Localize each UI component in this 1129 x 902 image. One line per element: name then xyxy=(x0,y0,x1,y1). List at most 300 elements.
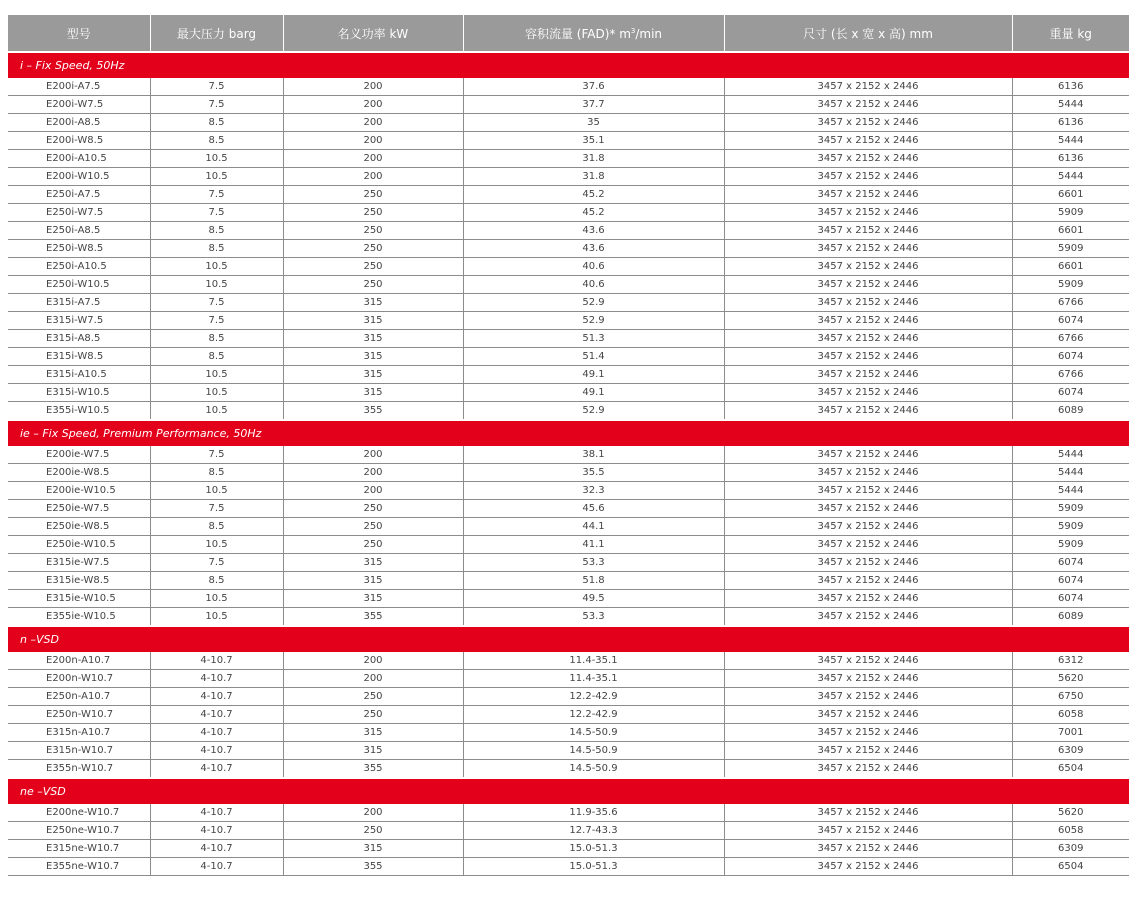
pressure-cell: 4-10.7 xyxy=(150,724,283,742)
power-cell: 315 xyxy=(283,366,463,384)
flow-cell: 43.6 xyxy=(463,240,724,258)
pressure-cell: 4-10.7 xyxy=(150,652,283,670)
weight-cell: 6601 xyxy=(1012,258,1129,276)
flow-cell: 15.0-51.3 xyxy=(463,858,724,876)
model-cell: E315ne-W10.7 xyxy=(8,840,150,858)
pressure-cell: 10.5 xyxy=(150,482,283,500)
weight-cell: 6058 xyxy=(1012,822,1129,840)
flow-cell: 38.1 xyxy=(463,446,724,464)
model-cell: E315i-A10.5 xyxy=(8,366,150,384)
pressure-cell: 10.5 xyxy=(150,608,283,627)
pressure-cell: 4-10.7 xyxy=(150,688,283,706)
model-cell: E200i-A8.5 xyxy=(8,114,150,132)
flow-cell: 43.6 xyxy=(463,222,724,240)
model-cell: E355n-W10.7 xyxy=(8,760,150,779)
model-cell: E355ie-W10.5 xyxy=(8,608,150,627)
pressure-cell: 8.5 xyxy=(150,114,283,132)
weight-cell: 5444 xyxy=(1012,446,1129,464)
dimensions-cell: 3457 x 2152 x 2446 xyxy=(724,348,1012,366)
dimensions-cell: 3457 x 2152 x 2446 xyxy=(724,446,1012,464)
dimensions-cell: 3457 x 2152 x 2446 xyxy=(724,258,1012,276)
dimensions-cell: 3457 x 2152 x 2446 xyxy=(724,554,1012,572)
weight-cell: 6136 xyxy=(1012,78,1129,96)
dimensions-cell: 3457 x 2152 x 2446 xyxy=(724,366,1012,384)
dimensions-cell: 3457 x 2152 x 2446 xyxy=(724,742,1012,760)
flow-cell: 11.9-35.6 xyxy=(463,804,724,822)
flow-cell: 35 xyxy=(463,114,724,132)
power-cell: 315 xyxy=(283,312,463,330)
dimensions-cell: 3457 x 2152 x 2446 xyxy=(724,572,1012,590)
dimensions-cell: 3457 x 2152 x 2446 xyxy=(724,114,1012,132)
pressure-cell: 4-10.7 xyxy=(150,840,283,858)
table-row xyxy=(8,366,1129,384)
power-cell: 250 xyxy=(283,240,463,258)
power-cell: 200 xyxy=(283,670,463,688)
weight-cell: 5909 xyxy=(1012,518,1129,536)
pressure-cell: 4-10.7 xyxy=(150,822,283,840)
weight-cell: 6074 xyxy=(1012,572,1129,590)
section-title: ne –VSD xyxy=(8,778,1129,804)
power-cell: 355 xyxy=(283,760,463,779)
weight-cell: 6074 xyxy=(1012,348,1129,366)
weight-cell: 6766 xyxy=(1012,294,1129,312)
section-header-row xyxy=(8,626,1129,652)
power-cell: 250 xyxy=(283,186,463,204)
power-cell: 315 xyxy=(283,724,463,742)
weight-cell: 6766 xyxy=(1012,330,1129,348)
power-cell: 200 xyxy=(283,150,463,168)
table-row xyxy=(8,330,1129,348)
table-row xyxy=(8,724,1129,742)
table-row xyxy=(8,670,1129,688)
power-cell: 250 xyxy=(283,822,463,840)
power-cell: 250 xyxy=(283,536,463,554)
dimensions-cell: 3457 x 2152 x 2446 xyxy=(724,724,1012,742)
flow-cell: 37.6 xyxy=(463,78,724,96)
power-cell: 250 xyxy=(283,258,463,276)
table-header xyxy=(8,15,1129,52)
flow-cell: 41.1 xyxy=(463,536,724,554)
pressure-cell: 7.5 xyxy=(150,446,283,464)
pressure-cell: 8.5 xyxy=(150,348,283,366)
flow-cell: 14.5-50.9 xyxy=(463,742,724,760)
pressure-cell: 8.5 xyxy=(150,132,283,150)
weight-cell: 6504 xyxy=(1012,858,1129,876)
dimensions-cell: 3457 x 2152 x 2446 xyxy=(724,294,1012,312)
power-cell: 200 xyxy=(283,804,463,822)
dimensions-cell: 3457 x 2152 x 2446 xyxy=(724,652,1012,670)
pressure-cell: 10.5 xyxy=(150,366,283,384)
flow-cell: 53.3 xyxy=(463,554,724,572)
section-title: ie – Fix Speed, Premium Performance, 50Hz xyxy=(8,420,1129,446)
table-row xyxy=(8,840,1129,858)
power-cell: 315 xyxy=(283,572,463,590)
header-weight: 重量 kg xyxy=(1012,15,1129,52)
header-flow xyxy=(463,15,724,52)
model-cell: E250ne-W10.7 xyxy=(8,822,150,840)
weight-cell: 6074 xyxy=(1012,554,1129,572)
power-cell: 200 xyxy=(283,132,463,150)
table-row xyxy=(8,858,1129,876)
pressure-cell: 4-10.7 xyxy=(150,858,283,876)
dimensions-cell: 3457 x 2152 x 2446 xyxy=(724,132,1012,150)
table-row xyxy=(8,168,1129,186)
model-cell: E250i-W10.5 xyxy=(8,276,150,294)
dimensions-cell: 3457 x 2152 x 2446 xyxy=(724,402,1012,421)
flow-cell: 51.8 xyxy=(463,572,724,590)
flow-cell: 52.9 xyxy=(463,402,724,421)
table-row xyxy=(8,402,1129,421)
dimensions-cell: 3457 x 2152 x 2446 xyxy=(724,590,1012,608)
pressure-cell: 4-10.7 xyxy=(150,706,283,724)
table-row xyxy=(8,312,1129,330)
model-cell: E250i-A10.5 xyxy=(8,258,150,276)
flow-cell: 51.4 xyxy=(463,348,724,366)
pressure-cell: 10.5 xyxy=(150,276,283,294)
weight-cell: 6750 xyxy=(1012,688,1129,706)
flow-cell: 12.2-42.9 xyxy=(463,688,724,706)
model-cell: E200ie-W7.5 xyxy=(8,446,150,464)
flow-cell: 53.3 xyxy=(463,608,724,627)
table-row xyxy=(8,760,1129,779)
table-row xyxy=(8,518,1129,536)
dimensions-cell: 3457 x 2152 x 2446 xyxy=(724,222,1012,240)
pressure-cell: 7.5 xyxy=(150,500,283,518)
model-cell: E315i-W10.5 xyxy=(8,384,150,402)
power-cell: 250 xyxy=(283,706,463,724)
power-cell: 315 xyxy=(283,590,463,608)
pressure-cell: 10.5 xyxy=(150,384,283,402)
flow-cell: 44.1 xyxy=(463,518,724,536)
pressure-cell: 7.5 xyxy=(150,186,283,204)
weight-cell: 5444 xyxy=(1012,132,1129,150)
model-cell: E250ie-W8.5 xyxy=(8,518,150,536)
section-title: n –VSD xyxy=(8,626,1129,652)
table-row xyxy=(8,114,1129,132)
power-cell: 250 xyxy=(283,222,463,240)
dimensions-cell: 3457 x 2152 x 2446 xyxy=(724,240,1012,258)
header-flow-tail: /min xyxy=(635,26,663,41)
table-row xyxy=(8,482,1129,500)
header-flow-text: 容积流量 (FAD)* m xyxy=(524,26,631,41)
pressure-cell: 8.5 xyxy=(150,330,283,348)
section-header-row xyxy=(8,52,1129,78)
model-cell: E200ie-W8.5 xyxy=(8,464,150,482)
weight-cell: 5909 xyxy=(1012,276,1129,294)
section-header-row xyxy=(8,420,1129,446)
power-cell: 315 xyxy=(283,554,463,572)
section-title: i – Fix Speed, 50Hz xyxy=(8,52,1129,78)
power-cell: 250 xyxy=(283,688,463,706)
flow-cell: 51.3 xyxy=(463,330,724,348)
power-cell: 355 xyxy=(283,858,463,876)
table-row xyxy=(8,652,1129,670)
weight-cell: 6309 xyxy=(1012,840,1129,858)
header-nominal-power: 名义功率 kW xyxy=(283,15,463,52)
table-row xyxy=(8,688,1129,706)
weight-cell: 5909 xyxy=(1012,536,1129,554)
model-cell: E315n-W10.7 xyxy=(8,742,150,760)
pressure-cell: 4-10.7 xyxy=(150,670,283,688)
model-cell: E200i-W10.5 xyxy=(8,168,150,186)
weight-cell: 6074 xyxy=(1012,312,1129,330)
section-header-row xyxy=(8,778,1129,804)
model-cell: E315i-W7.5 xyxy=(8,312,150,330)
pressure-cell: 4-10.7 xyxy=(150,804,283,822)
weight-cell: 6136 xyxy=(1012,114,1129,132)
weight-cell: 6766 xyxy=(1012,366,1129,384)
pressure-cell: 7.5 xyxy=(150,204,283,222)
dimensions-cell: 3457 x 2152 x 2446 xyxy=(724,858,1012,876)
weight-cell: 5909 xyxy=(1012,204,1129,222)
model-cell: E315ie-W7.5 xyxy=(8,554,150,572)
table-row xyxy=(8,240,1129,258)
weight-cell: 6312 xyxy=(1012,652,1129,670)
weight-cell: 5620 xyxy=(1012,670,1129,688)
flow-cell: 40.6 xyxy=(463,258,724,276)
table-row xyxy=(8,446,1129,464)
model-cell: E250i-A8.5 xyxy=(8,222,150,240)
table-row xyxy=(8,804,1129,822)
power-cell: 200 xyxy=(283,446,463,464)
weight-cell: 6309 xyxy=(1012,742,1129,760)
model-cell: E315i-W8.5 xyxy=(8,348,150,366)
power-cell: 200 xyxy=(283,482,463,500)
model-cell: E355i-W10.5 xyxy=(8,402,150,421)
weight-cell: 6601 xyxy=(1012,222,1129,240)
model-cell: E200n-A10.7 xyxy=(8,652,150,670)
pressure-cell: 7.5 xyxy=(150,294,283,312)
pressure-cell: 7.5 xyxy=(150,554,283,572)
dimensions-cell: 3457 x 2152 x 2446 xyxy=(724,464,1012,482)
table-row xyxy=(8,554,1129,572)
weight-cell: 7001 xyxy=(1012,724,1129,742)
pressure-cell: 10.5 xyxy=(150,168,283,186)
pressure-cell: 10.5 xyxy=(150,590,283,608)
power-cell: 200 xyxy=(283,78,463,96)
dimensions-cell: 3457 x 2152 x 2446 xyxy=(724,822,1012,840)
model-cell: E250n-W10.7 xyxy=(8,706,150,724)
weight-cell: 6074 xyxy=(1012,384,1129,402)
header-model: 型号 xyxy=(8,15,150,52)
dimensions-cell: 3457 x 2152 x 2446 xyxy=(724,312,1012,330)
header-row xyxy=(8,15,1129,52)
flow-cell: 14.5-50.9 xyxy=(463,724,724,742)
dimensions-cell: 3457 x 2152 x 2446 xyxy=(724,670,1012,688)
model-cell: E355ne-W10.7 xyxy=(8,858,150,876)
dimensions-cell: 3457 x 2152 x 2446 xyxy=(724,500,1012,518)
flow-cell: 15.0-51.3 xyxy=(463,840,724,858)
table-row xyxy=(8,96,1129,114)
flow-cell: 32.3 xyxy=(463,482,724,500)
power-cell: 355 xyxy=(283,608,463,627)
flow-cell: 40.6 xyxy=(463,276,724,294)
model-cell: E315i-A8.5 xyxy=(8,330,150,348)
pressure-cell: 7.5 xyxy=(150,78,283,96)
flow-cell: 35.5 xyxy=(463,464,724,482)
header-max-pressure: 最大压力 barg xyxy=(150,15,283,52)
power-cell: 315 xyxy=(283,348,463,366)
dimensions-cell: 3457 x 2152 x 2446 xyxy=(724,536,1012,554)
flow-cell: 12.7-43.3 xyxy=(463,822,724,840)
dimensions-cell: 3457 x 2152 x 2446 xyxy=(724,78,1012,96)
model-cell: E250n-A10.7 xyxy=(8,688,150,706)
power-cell: 250 xyxy=(283,204,463,222)
model-cell: E250i-W8.5 xyxy=(8,240,150,258)
model-cell: E315ie-W8.5 xyxy=(8,572,150,590)
weight-cell: 5444 xyxy=(1012,168,1129,186)
model-cell: E200i-W8.5 xyxy=(8,132,150,150)
dimensions-cell: 3457 x 2152 x 2446 xyxy=(724,276,1012,294)
weight-cell: 5444 xyxy=(1012,464,1129,482)
weight-cell: 6136 xyxy=(1012,150,1129,168)
table-row xyxy=(8,150,1129,168)
table-row xyxy=(8,384,1129,402)
flow-cell: 37.7 xyxy=(463,96,724,114)
spec-table-container xyxy=(8,15,1092,876)
table-row xyxy=(8,276,1129,294)
power-cell: 315 xyxy=(283,384,463,402)
table-row xyxy=(8,132,1129,150)
header-dimensions: 尺寸 (长 x 宽 x 高) mm xyxy=(724,15,1012,52)
table-row xyxy=(8,186,1129,204)
table-body xyxy=(8,52,1129,876)
power-cell: 315 xyxy=(283,330,463,348)
model-cell: E315i-A7.5 xyxy=(8,294,150,312)
flow-cell: 45.2 xyxy=(463,186,724,204)
power-cell: 200 xyxy=(283,96,463,114)
model-cell: E200i-W7.5 xyxy=(8,96,150,114)
spec-table xyxy=(8,15,1129,876)
flow-cell: 49.5 xyxy=(463,590,724,608)
table-row xyxy=(8,294,1129,312)
table-row xyxy=(8,258,1129,276)
pressure-cell: 4-10.7 xyxy=(150,742,283,760)
flow-cell: 14.5-50.9 xyxy=(463,760,724,779)
pressure-cell: 4-10.7 xyxy=(150,760,283,779)
dimensions-cell: 3457 x 2152 x 2446 xyxy=(724,840,1012,858)
power-cell: 355 xyxy=(283,402,463,421)
dimensions-cell: 3457 x 2152 x 2446 xyxy=(724,706,1012,724)
pressure-cell: 7.5 xyxy=(150,312,283,330)
dimensions-cell: 3457 x 2152 x 2446 xyxy=(724,330,1012,348)
power-cell: 200 xyxy=(283,168,463,186)
model-cell: E315n-A10.7 xyxy=(8,724,150,742)
dimensions-cell: 3457 x 2152 x 2446 xyxy=(724,186,1012,204)
pressure-cell: 8.5 xyxy=(150,464,283,482)
dimensions-cell: 3457 x 2152 x 2446 xyxy=(724,96,1012,114)
model-cell: E200n-W10.7 xyxy=(8,670,150,688)
table-row xyxy=(8,822,1129,840)
weight-cell: 5444 xyxy=(1012,96,1129,114)
table-row xyxy=(8,590,1129,608)
flow-cell: 52.9 xyxy=(463,312,724,330)
flow-cell: 49.1 xyxy=(463,366,724,384)
weight-cell: 5444 xyxy=(1012,482,1129,500)
dimensions-cell: 3457 x 2152 x 2446 xyxy=(724,204,1012,222)
dimensions-cell: 3457 x 2152 x 2446 xyxy=(724,608,1012,627)
power-cell: 315 xyxy=(283,840,463,858)
weight-cell: 6074 xyxy=(1012,590,1129,608)
flow-cell: 49.1 xyxy=(463,384,724,402)
dimensions-cell: 3457 x 2152 x 2446 xyxy=(724,482,1012,500)
power-cell: 250 xyxy=(283,276,463,294)
table-row xyxy=(8,78,1129,96)
pressure-cell: 8.5 xyxy=(150,518,283,536)
table-row xyxy=(8,536,1129,554)
model-cell: E250i-A7.5 xyxy=(8,186,150,204)
model-cell: E200i-A10.5 xyxy=(8,150,150,168)
table-row xyxy=(8,464,1129,482)
model-cell: E250i-W7.5 xyxy=(8,204,150,222)
pressure-cell: 10.5 xyxy=(150,402,283,421)
power-cell: 315 xyxy=(283,742,463,760)
power-cell: 200 xyxy=(283,114,463,132)
table-row xyxy=(8,706,1129,724)
power-cell: 200 xyxy=(283,652,463,670)
flow-cell: 45.6 xyxy=(463,500,724,518)
pressure-cell: 7.5 xyxy=(150,96,283,114)
weight-cell: 5909 xyxy=(1012,500,1129,518)
dimensions-cell: 3457 x 2152 x 2446 xyxy=(724,688,1012,706)
model-cell: E200ne-W10.7 xyxy=(8,804,150,822)
weight-cell: 6504 xyxy=(1012,760,1129,779)
weight-cell: 5620 xyxy=(1012,804,1129,822)
table-row xyxy=(8,500,1129,518)
model-cell: E315ie-W10.5 xyxy=(8,590,150,608)
header-flow-sup: 3 xyxy=(630,26,636,35)
dimensions-cell: 3457 x 2152 x 2446 xyxy=(724,760,1012,779)
flow-cell: 45.2 xyxy=(463,204,724,222)
pressure-cell: 8.5 xyxy=(150,222,283,240)
model-cell: E250ie-W7.5 xyxy=(8,500,150,518)
weight-cell: 6089 xyxy=(1012,402,1129,421)
dimensions-cell: 3457 x 2152 x 2446 xyxy=(724,168,1012,186)
power-cell: 250 xyxy=(283,518,463,536)
power-cell: 315 xyxy=(283,294,463,312)
flow-cell: 11.4-35.1 xyxy=(463,652,724,670)
flow-cell: 31.8 xyxy=(463,150,724,168)
flow-cell: 11.4-35.1 xyxy=(463,670,724,688)
weight-cell: 6089 xyxy=(1012,608,1129,627)
table-row xyxy=(8,742,1129,760)
dimensions-cell: 3457 x 2152 x 2446 xyxy=(724,518,1012,536)
model-cell: E200ie-W10.5 xyxy=(8,482,150,500)
pressure-cell: 10.5 xyxy=(150,150,283,168)
pressure-cell: 8.5 xyxy=(150,572,283,590)
flow-cell: 52.9 xyxy=(463,294,724,312)
model-cell: E250ie-W10.5 xyxy=(8,536,150,554)
table-row xyxy=(8,204,1129,222)
flow-cell: 12.2-42.9 xyxy=(463,706,724,724)
table-row xyxy=(8,222,1129,240)
dimensions-cell: 3457 x 2152 x 2446 xyxy=(724,150,1012,168)
weight-cell: 5909 xyxy=(1012,240,1129,258)
pressure-cell: 10.5 xyxy=(150,536,283,554)
dimensions-cell: 3457 x 2152 x 2446 xyxy=(724,804,1012,822)
flow-cell: 35.1 xyxy=(463,132,724,150)
pressure-cell: 10.5 xyxy=(150,258,283,276)
model-cell: E200i-A7.5 xyxy=(8,78,150,96)
weight-cell: 6601 xyxy=(1012,186,1129,204)
flow-cell: 31.8 xyxy=(463,168,724,186)
power-cell: 250 xyxy=(283,500,463,518)
pressure-cell: 8.5 xyxy=(150,240,283,258)
table-row xyxy=(8,348,1129,366)
table-row xyxy=(8,608,1129,627)
weight-cell: 6058 xyxy=(1012,706,1129,724)
power-cell: 200 xyxy=(283,464,463,482)
